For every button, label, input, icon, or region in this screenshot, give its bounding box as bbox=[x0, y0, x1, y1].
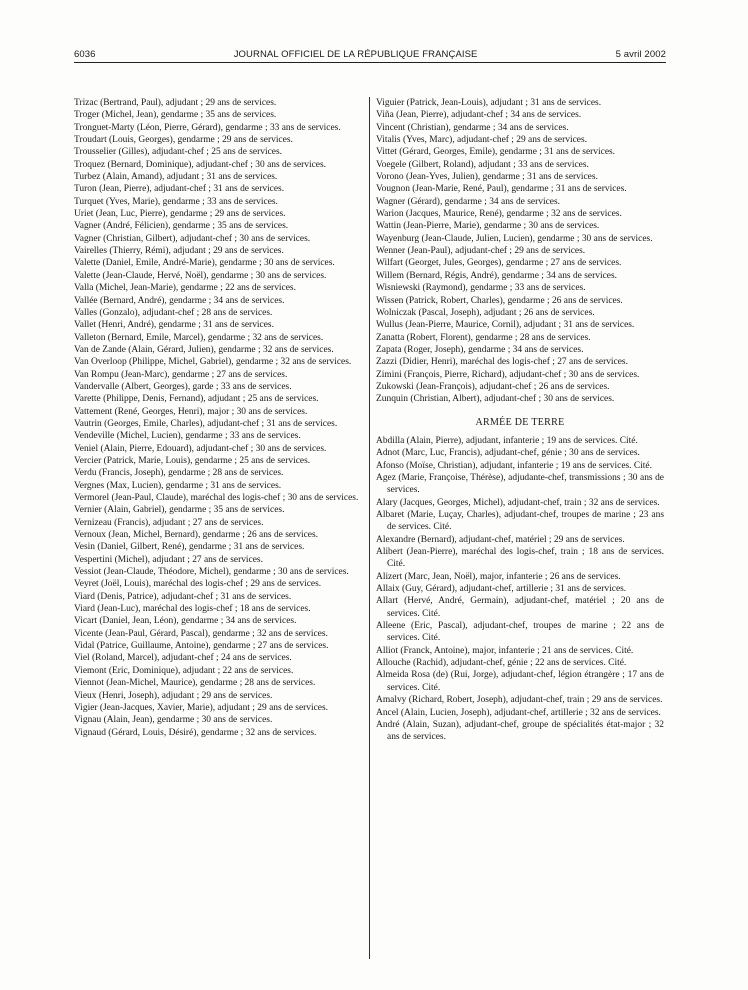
list-item: Vittet (Gérard, Georges, Emile), gendarme ; 31 ans de services. bbox=[376, 147, 616, 158]
list-item: Vagner (André, Félicien), gendarme ; 35 ans de services. bbox=[74, 221, 289, 232]
list-item: Abdilla (Alain, Pierre), adjudant, infanterie ; 19 ans de services. Cité. bbox=[376, 435, 638, 446]
list-item: Wayenburg (Jean-Claude, Julien, Lucien), gendarme ; 30 ans de services. bbox=[376, 233, 653, 244]
list-item: André (Alain, Suzan), adjudant-chef, groupe de spécialités état-major ; 32 ans de services. bbox=[376, 719, 664, 743]
list-item: Agez (Marie, Françoise, Thérèse), adjudante-chef, transmissions ; 30 ans de services. bbox=[376, 472, 664, 496]
list-item: Turquet (Yves, Marie), gendarme ; 33 ans de services. bbox=[74, 196, 278, 207]
list-item: Viemont (Eric, Dominique), adjudant ; 22 ans de services. bbox=[74, 665, 294, 676]
list-item: Vorono (Jean-Yves, Julien), gendarme ; 31 ans de services. bbox=[376, 172, 598, 183]
right-column bbox=[376, 97, 664, 744]
header-rule bbox=[74, 62, 666, 63]
list-item: Viard (Jean-Luc), maréchal des logis-chef ; 18 ans de services. bbox=[74, 604, 311, 615]
list-item: Vermorel (Jean-Paul, Claude), maréchal des logis-chef ; 30 ans de services. bbox=[74, 493, 359, 503]
list-item: Zukowski (Jean-François), adjudant-chef ; 26 ans de services. bbox=[376, 381, 610, 392]
list-item: Troudart (Louis, Georges), gendarme ; 29 ans de services. bbox=[74, 135, 293, 146]
list-item: Vallet (Henri, André), gendarme ; 31 ans de services. bbox=[74, 320, 274, 331]
list-item: Ancel (Alain, Lucien, Joseph), adjudant-chef, artillerie ; 32 ans de services. bbox=[376, 707, 661, 718]
list-item: Wisniewski (Raymond), gendarme ; 33 ans de services. bbox=[376, 283, 586, 294]
list-item: Van Overloop (Philippe, Michel, Gabriel), gendarme ; 32 ans de services. bbox=[74, 357, 352, 368]
list-item: Alizert (Marc, Jean, Noël), major, infanterie ; 26 ans de services. bbox=[376, 571, 621, 582]
list-item: Allart (Hervé, André, Germain), adjudant-chef, matériel ; 20 ans de services. Cité. bbox=[376, 596, 664, 619]
list-item: Warion (Jacques, Maurice, René), gendarme ; 32 ans de services. bbox=[376, 209, 622, 220]
list-item: Voegele (Gilbert, Roland), adjudant ; 33 ans de services. bbox=[376, 159, 589, 170]
list-item: Zimini (François, Pierre, Richard), adjudant-chef ; 30 ans de services. bbox=[376, 369, 640, 380]
list-item: Wattin (Jean-Pierre, Marie), gendarme ; 30 ans de services. bbox=[376, 221, 600, 232]
list-item: Vignaud (Gérard, Louis, Désiré), gendarme ; 32 ans de services. bbox=[74, 727, 317, 738]
list-item: Troger (Michel, Jean), gendarme ; 35 ans de services. bbox=[74, 110, 277, 121]
list-item: Viard (Denis, Patrice), adjudant-chef ; 31 ans de services. bbox=[74, 591, 292, 602]
list-item: Willem (Bernard, Régis, André), gendarme ; 34 ans de services. bbox=[376, 270, 617, 281]
list-item: Vitalis (Yves, Marc), adjudant-chef ; 29 ans de services. bbox=[376, 135, 588, 146]
list-item: Amalvy (Richard, Robert, Joseph), adjudant-chef, train ; 29 ans de services. bbox=[376, 695, 663, 706]
list-item: Wissen (Patrick, Robert, Charles), gendarme ; 26 ans de services. bbox=[376, 295, 623, 306]
list-item: Alary (Jacques, Georges, Michel), adjudant-chef, train ; 32 ans de services. bbox=[376, 497, 660, 508]
page-number: 6036 bbox=[74, 49, 96, 60]
list-item: Viel (Roland, Marcel), adjudant-chef ; 24 ans de services. bbox=[74, 653, 292, 664]
list-item: Zapata (Roger, Joseph), gendarme ; 34 ans de services. bbox=[376, 344, 584, 355]
list-item: Vercier (Patrick, Marie, Louis), gendarme ; 25 ans de services. bbox=[74, 455, 311, 466]
list-item: Vessiot (Jean-Claude, Théodore, Michel), gendarme ; 30 ans de services. bbox=[74, 567, 349, 578]
list-item: Vallée (Bernard, André), gendarme ; 34 ans de services. bbox=[74, 295, 285, 306]
list-item: Viguier (Patrick, Jean-Louis), adjudant ; 31 ans de services. bbox=[376, 98, 602, 108]
column-divider bbox=[369, 97, 370, 959]
list-item: Zazzi (Didier, Henri), maréchal des logis-chef ; 27 ans de services. bbox=[376, 357, 628, 368]
list-item: Wilfart (Georget, Jules, Georges), gendarme ; 27 ans de services. bbox=[376, 258, 622, 269]
list-item: Valles (Gonzalo), adjudant-chef ; 28 ans de services. bbox=[74, 307, 273, 318]
list-item: Alliot (Franck, Antoine), major, infanterie ; 21 ans de services. Cité. bbox=[376, 645, 634, 656]
list-item: Tronguet-Marty (Léon, Pierre, Gérard), gendarme ; 33 ans de services. bbox=[74, 122, 341, 133]
list-item: Allaix (Guy, Gérard), adjudant-chef, artillerie ; 31 ans de services. bbox=[376, 584, 627, 595]
list-item: Viennot (Jean-Michel, Maurice), gendarme ; 28 ans de services. bbox=[74, 678, 316, 689]
list-item: Troquez (Bernard, Dominique), adjudant-chef ; 30 ans de services. bbox=[74, 159, 327, 170]
list-item: Vendeville (Michel, Lucien), gendarme ; 33 ans de services. bbox=[74, 431, 301, 442]
list-item: Vicart (Daniel, Jean, Léon), gendarme ; 34 ans de services. bbox=[74, 616, 297, 627]
left-column bbox=[74, 97, 362, 739]
list-item: Turbez (Alain, Amand), adjudant ; 31 ans de services. bbox=[74, 172, 278, 183]
list-item: Zanatta (Robert, Florent), gendarme ; 28 ans de services. bbox=[376, 332, 591, 343]
list-item: Vincent (Christian), gendarme ; 34 ans de services. bbox=[376, 122, 569, 133]
list-item: Wullus (Jean-Pierre, Maurice, Cornil), adjudant ; 31 ans de services. bbox=[376, 320, 635, 331]
list-item: Vespertini (Michel), adjudant ; 27 ans de services. bbox=[74, 554, 263, 565]
list-item: Vigier (Jean-Jacques, Xavier, Marie), adjudant ; 29 ans de services. bbox=[74, 702, 329, 713]
army-list bbox=[376, 435, 664, 744]
list-item: Viña (Jean, Pierre), adjudant-chef ; 34 ans de services. bbox=[376, 110, 582, 121]
list-item: Vattement (René, Georges, Henri), major ; 30 ans de services. bbox=[74, 406, 308, 417]
list-item: Wagner (Gérard), gendarme ; 34 ans de services. bbox=[376, 196, 560, 207]
list-item: Verdu (Francis, Joseph), gendarme ; 28 ans de services. bbox=[74, 468, 284, 479]
list-item: Alexandre (Bernard), adjudant-chef, matériel ; 29 ans de services. bbox=[376, 534, 625, 545]
list-item: Vicente (Jean-Paul, Gérard, Pascal), gendarme ; 32 ans de services. bbox=[74, 628, 328, 639]
list-item: Vesin (Daniel, Gilbert, René), gendarme ; 31 ans de services. bbox=[74, 542, 305, 553]
list-item: Trousselier (Gilles), adjudant-chef ; 25 ans de services. bbox=[74, 147, 283, 158]
list-item: Vautrin (Georges, Emile, Charles), adjudant-chef ; 31 ans de services. bbox=[74, 418, 338, 429]
list-item: Van Rompu (Jean-Marc), gendarme ; 27 ans de services. bbox=[74, 369, 288, 380]
list-item: Valla (Michel, Jean-Marie), gendarme ; 22 ans de services. bbox=[74, 283, 296, 294]
list-item: Veniel (Alain, Pierre, Edouard), adjudant-chef ; 30 ans de services. bbox=[74, 443, 327, 454]
list-item: Wolniczak (Pascal, Joseph), adjudant ; 26 ans de services. bbox=[376, 307, 595, 318]
list-item: Valette (Jean-Claude, Hervé, Noël), gendarme ; 30 ans de services. bbox=[74, 270, 327, 281]
list-item: Vernizeau (Francis), adjudant ; 27 ans de services. bbox=[74, 517, 264, 528]
list-item: Adnot (Marc, Luc, Francis), adjudant-chef, génie ; 30 ans de services. bbox=[376, 448, 640, 459]
list-item: Vieux (Henri, Joseph), adjudant ; 29 ans de services. bbox=[74, 690, 273, 701]
list-item: Van de Zande (Alain, Gérard, Julien), gendarme ; 32 ans de services. bbox=[74, 344, 334, 355]
list-item: Vougnon (Jean-Marie, René, Paul), gendarme ; 31 ans de services. bbox=[376, 184, 627, 195]
section-title: ARMÉE DE TERRE bbox=[475, 416, 565, 428]
list-item: Turon (Jean, Pierre), adjudant-chef ; 31 ans de services. bbox=[74, 184, 285, 195]
list-item: Vergnes (Max, Lucien), gendarme ; 31 ans de services. bbox=[74, 480, 282, 491]
list-item: Alleene (Eric, Pascal), adjudant-chef, troupes de marine ; 22 ans de services. Cité. bbox=[376, 621, 664, 644]
list-item: Trizac (Bertrand, Paul), adjudant ; 29 ans de services. bbox=[74, 98, 277, 108]
list-item: Alibert (Jean-Pierre), maréchal des logis-chef, train ; 18 ans de services. Cité. bbox=[376, 547, 664, 570]
list-item: Albaret (Marie, Luçay, Charles), adjudant-chef, troupes de marine ; 23 ans de services. Cité. bbox=[376, 510, 664, 533]
list-item: Uriet (Jean, Luc, Pierre), gendarme ; 29 ans de services. bbox=[74, 209, 286, 220]
list-item: Varette (Philippe, Denis, Fernand), adjudant ; 25 ans de services. bbox=[74, 394, 319, 405]
list-item: Wenner (Jean-Paul), adjudant-chef ; 29 ans de services. bbox=[376, 246, 586, 257]
list-item: Vandervalle (Albert, Georges), garde ; 33 ans de services. bbox=[74, 381, 292, 392]
publication-date: 5 avril 2002 bbox=[615, 49, 666, 60]
list-item: Valleton (Bernard, Emile, Marcel), gendarme ; 32 ans de services. bbox=[74, 332, 324, 343]
gendarmerie-list-continued bbox=[376, 97, 664, 406]
page-header bbox=[74, 49, 666, 60]
list-item: Zunquin (Christian, Albert), adjudant-chef ; 30 ans de services. bbox=[376, 394, 615, 405]
list-item: Vernoux (Jean, Michel, Bernard), gendarme ; 26 ans de services. bbox=[74, 530, 318, 541]
list-item: Vignau (Alain, Jean), gendarme ; 30 ans de services. bbox=[74, 715, 273, 726]
list-item: Almeida Rosa (de) (Rui, Jorge), adjudant-chef, légion étrangère ; 17 ans de services. Cité. bbox=[376, 670, 664, 693]
list-item: Veyret (Joël, Louis), maréchal des logis-chef ; 29 ans de services. bbox=[74, 579, 322, 590]
journal-title: JOURNAL OFFICIEL DE LA RÉPUBLIQUE FRANÇAISE bbox=[233, 49, 478, 60]
list-item: Vairelles (Thierry, Rémi), adjudant ; 29 ans de services. bbox=[74, 246, 284, 257]
list-item: Allouche (Rachid), adjudant-chef, génie ; 22 ans de services. Cité. bbox=[376, 658, 627, 669]
list-item: Vagner (Christian, Gilbert), adjudant-chef ; 30 ans de services. bbox=[74, 233, 311, 244]
list-item: Afonso (Moïse, Christian), adjudant, infanterie ; 19 ans de services. Cité. bbox=[376, 460, 652, 471]
list-item: Vidal (Patrice, Guillaume, Antoine), gendarme ; 27 ans de services. bbox=[74, 641, 329, 652]
list-item: Vernier (Alain, Gabriel), gendarme ; 35 ans de services. bbox=[74, 505, 285, 516]
list-item: Valette (Daniel, Emile, André-Marie), gendarme ; 30 ans de services. bbox=[74, 258, 335, 269]
